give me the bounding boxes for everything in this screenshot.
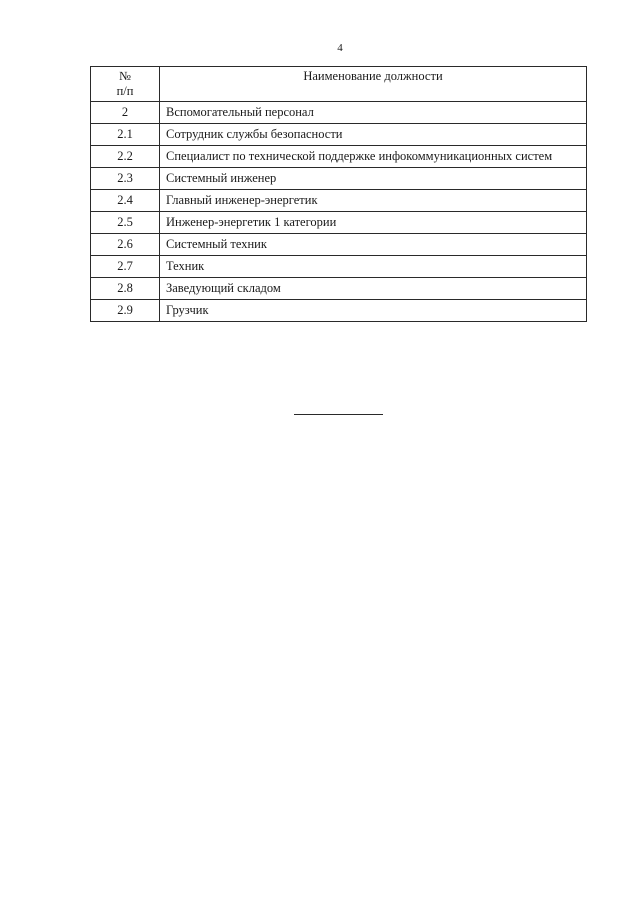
position-name: Заведующий складом bbox=[160, 278, 587, 300]
row-number: 2.4 bbox=[91, 190, 160, 212]
table-row bbox=[91, 168, 587, 190]
row-number: 2.9 bbox=[91, 300, 160, 322]
table-row bbox=[91, 190, 587, 212]
table-header-row bbox=[91, 67, 587, 102]
table-row bbox=[91, 300, 587, 322]
row-number: 2.1 bbox=[91, 124, 160, 146]
position-name: Вспомогательный персонал bbox=[160, 102, 587, 124]
position-name: Системный инженер bbox=[160, 168, 587, 190]
table-row bbox=[91, 234, 587, 256]
position-name: Специалист по технической поддержке инфокоммуникационных систем bbox=[160, 146, 587, 168]
table-row bbox=[91, 146, 587, 168]
positions-table bbox=[90, 66, 587, 322]
page-number: 4 bbox=[337, 42, 343, 54]
table-row bbox=[91, 102, 587, 124]
row-number: 2.2 bbox=[91, 146, 160, 168]
position-name: Инженер-энергетик 1 категории bbox=[160, 212, 587, 234]
table-row bbox=[91, 256, 587, 278]
table-row bbox=[91, 124, 587, 146]
row-number: 2.7 bbox=[91, 256, 160, 278]
row-number: 2.8 bbox=[91, 278, 160, 300]
row-number: 2 bbox=[91, 102, 160, 124]
table-row bbox=[91, 278, 587, 300]
position-name-column-header: Наименование должности bbox=[160, 67, 587, 102]
row-number: 2.5 bbox=[91, 212, 160, 234]
position-name: Грузчик bbox=[160, 300, 587, 322]
document-end-rule bbox=[294, 414, 383, 415]
row-number: 2.3 bbox=[91, 168, 160, 190]
row-number: 2.6 bbox=[91, 234, 160, 256]
number-header-abbrev: п/п bbox=[116, 84, 134, 98]
position-name: Системный техник bbox=[160, 234, 587, 256]
position-name: Главный инженер-энергетик bbox=[160, 190, 587, 212]
number-column-header bbox=[91, 67, 160, 102]
position-name: Сотрудник службы безопасности bbox=[160, 124, 587, 146]
position-name: Техник bbox=[160, 256, 587, 278]
table-row bbox=[91, 212, 587, 234]
number-header-symbol: № bbox=[119, 69, 131, 83]
